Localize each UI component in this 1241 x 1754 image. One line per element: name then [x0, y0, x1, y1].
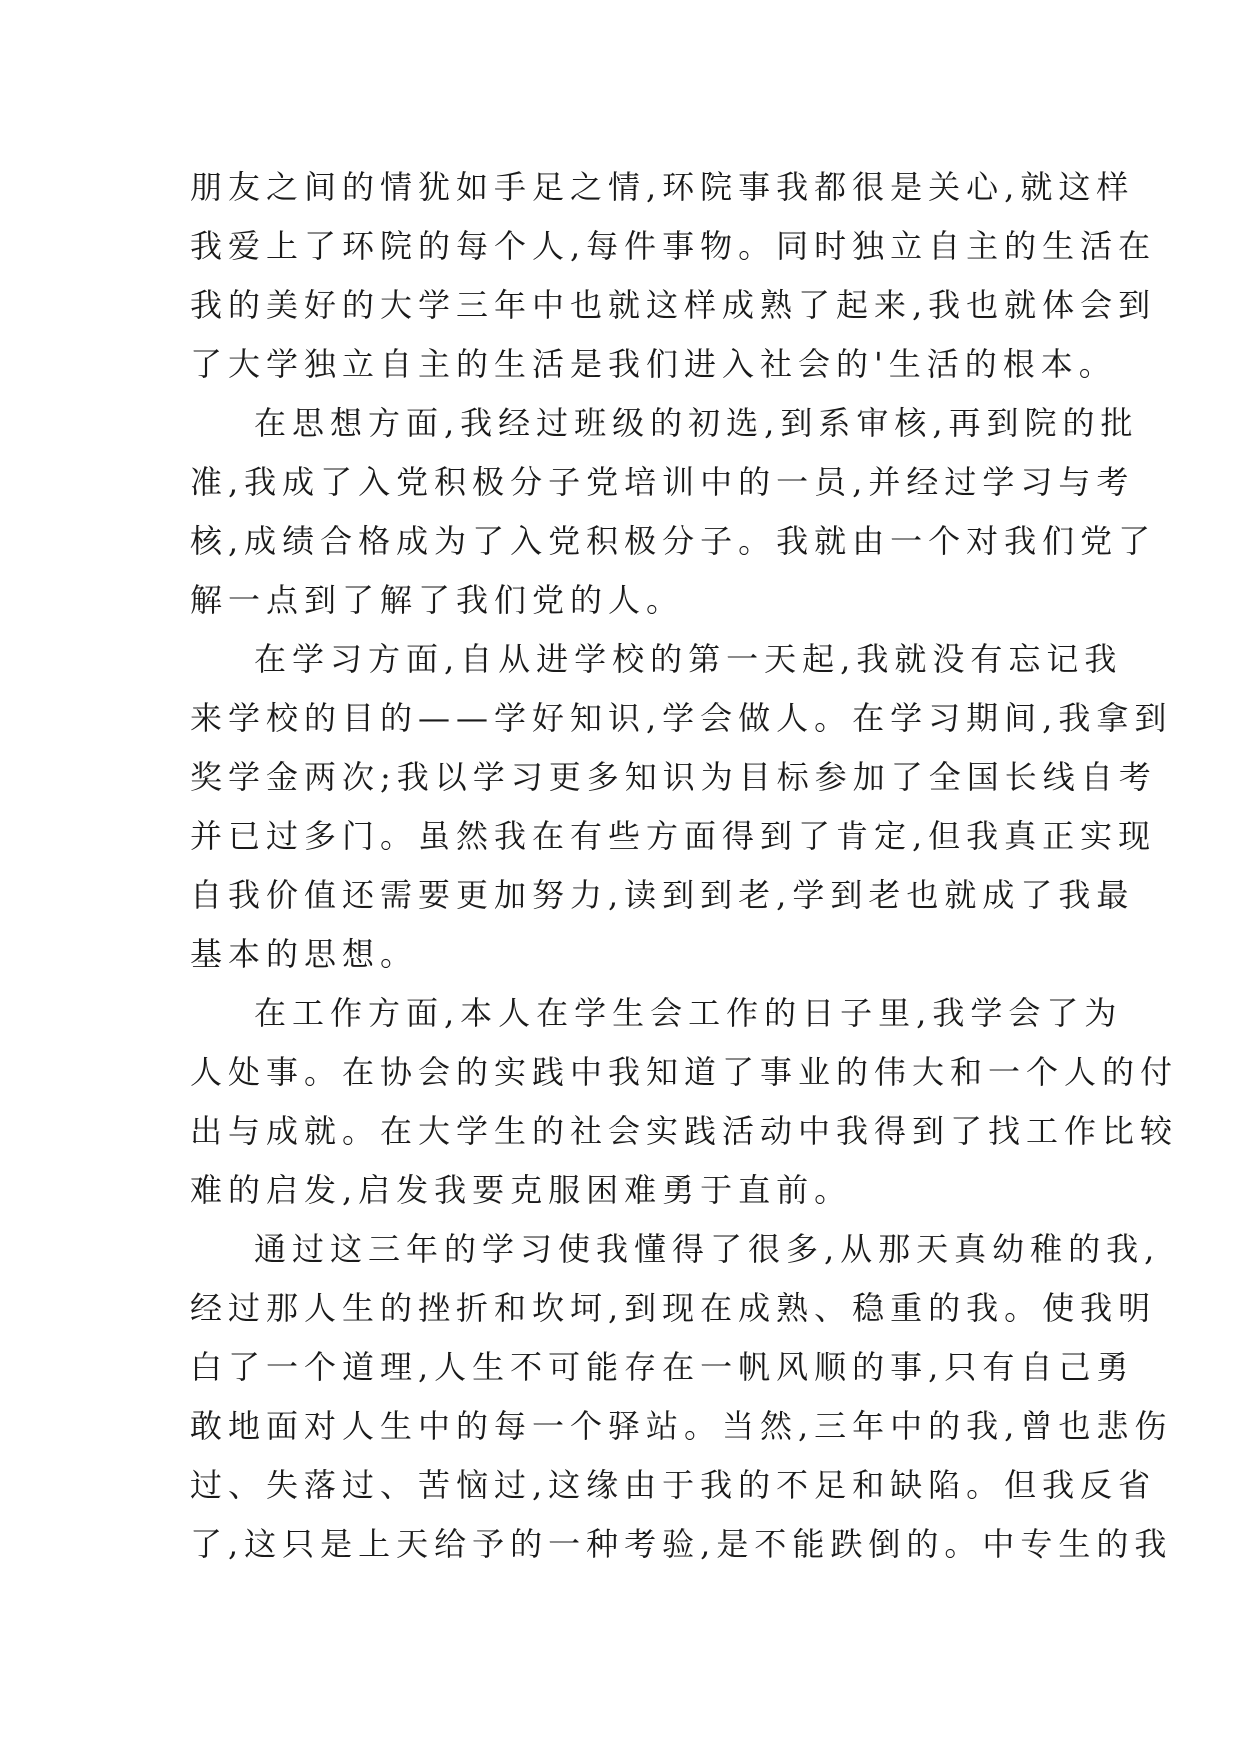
text-line: 解一点到了解了我们党的人。 [190, 581, 685, 619]
text-line: 了,这只是上天给予的一种考验,是不能跌倒的。中专生的我 [190, 1525, 1173, 1563]
text-line: 我爱上了环院的每个人,每件事物。同时独立自主的生活在 [190, 227, 1157, 265]
text-line: 核,成绩合格成为了入党积极分子。我就由一个对我们党了 [190, 522, 1157, 560]
text-line: 来学校的目的——学好知识,学会做人。在学习期间,我拿到 [190, 699, 1173, 737]
text-line: 难的启发,启发我要克服困难勇于直前。 [190, 1171, 853, 1209]
text-line: 朋友之间的情犹如手足之情,环院事我都很是关心,就这样 [190, 168, 1135, 206]
text-line: 人处事。在协会的实践中我知道了事业的伟大和一个人的付 [190, 1053, 1179, 1091]
paragraph-1 [190, 158, 1157, 394]
text-line: 自我价值还需要更加努力,读到到老,学到老也就成了我最 [190, 876, 1135, 914]
text-line: 奖学金两次;我以学习更多知识为目标参加了全国长线自考 [190, 758, 1157, 796]
text-line: 在学习方面,自从进学校的第一天起,我就没有忘记我 [254, 640, 1123, 678]
text-line: 经过那人生的挫折和坎坷,到现在成熟、稳重的我。使我明 [190, 1289, 1157, 1327]
text-line: 在思想方面,我经过班级的初选,到系审核,再到院的批 [254, 404, 1139, 442]
text-line: 白了一个道理,人生不可能存在一帆风顺的事,只有自己勇 [190, 1348, 1135, 1386]
text-line: 了大学独立自主的生活是我们进入社会的'生活的根本。 [190, 345, 1117, 383]
text-line: 并已过多门。虽然我在有些方面得到了肯定,但我真正实现 [190, 817, 1157, 855]
text-line: 出与成就。在大学生的社会实践活动中我得到了找工作比较 [190, 1112, 1179, 1150]
text-line: 敢地面对人生中的每一个驿站。当然,三年中的我,曾也悲伤 [190, 1407, 1173, 1445]
paragraph-4 [190, 984, 1179, 1220]
text-line: 准,我成了入党积极分子党培训中的一员,并经过学习与考 [190, 463, 1135, 501]
paragraph-3 [190, 630, 1173, 984]
text-line: 通过这三年的学习使我懂得了很多,从那天真幼稚的我, [254, 1230, 1161, 1268]
text-line: 基本的思想。 [190, 935, 419, 973]
text-line: 过、失落过、苦恼过,这缘由于我的不足和缺陷。但我反省 [190, 1466, 1157, 1504]
text-line: 在工作方面,本人在学生会工作的日子里,我学会了为 [254, 994, 1123, 1032]
paragraph-2 [190, 394, 1157, 630]
paragraph-5 [190, 1220, 1173, 1574]
text-line: 我的美好的大学三年中也就这样成熟了起来,我也就体会到 [190, 286, 1157, 324]
document-body [190, 158, 1179, 1574]
